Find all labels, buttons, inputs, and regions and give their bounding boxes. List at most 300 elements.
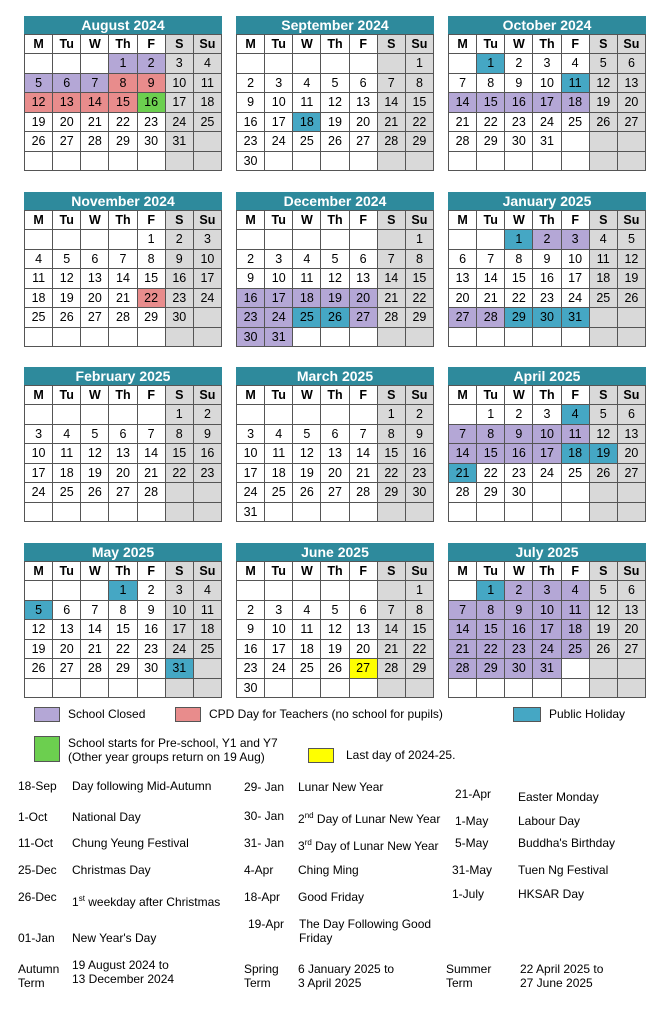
holiday-name: Tuen Ng Festival bbox=[518, 863, 609, 877]
day-cell: 2 bbox=[505, 581, 533, 601]
day-cell: 15 bbox=[477, 93, 505, 113]
holiday-name-part: Day of Lunar New Year bbox=[313, 812, 441, 826]
day-cell: 12 bbox=[590, 74, 618, 94]
day-cell: 17 bbox=[533, 620, 561, 640]
day-cell: 25 bbox=[293, 659, 321, 679]
empty-cell bbox=[265, 152, 293, 172]
empty-cell bbox=[109, 405, 137, 425]
day-cell: 31 bbox=[166, 659, 194, 679]
day-cell: 7 bbox=[449, 74, 477, 94]
day-cell: 27 bbox=[350, 659, 378, 679]
day-cell: 3 bbox=[265, 250, 293, 270]
empty-cell bbox=[449, 230, 477, 250]
day-cell: 26 bbox=[321, 659, 349, 679]
day-cell: 20 bbox=[109, 464, 137, 484]
day-cell: 6 bbox=[618, 405, 646, 425]
empty-cell bbox=[378, 503, 406, 523]
weekday-header: F bbox=[562, 386, 590, 405]
empty-cell bbox=[166, 483, 194, 503]
day-cell: 10 bbox=[265, 620, 293, 640]
weekday-header: Tu bbox=[265, 211, 293, 230]
weekday-header: M bbox=[449, 211, 477, 230]
day-cell: 30 bbox=[505, 483, 533, 503]
day-cell: 17 bbox=[562, 269, 590, 289]
empty-cell bbox=[265, 54, 293, 74]
empty-cell bbox=[590, 679, 618, 699]
month-title: May 2025 bbox=[24, 543, 222, 561]
empty-cell bbox=[350, 54, 378, 74]
day-cell: 8 bbox=[406, 601, 434, 621]
day-cell: 18 bbox=[293, 289, 321, 309]
day-cell: 2 bbox=[166, 230, 194, 250]
day-cell: 15 bbox=[406, 269, 434, 289]
empty-cell bbox=[138, 679, 166, 699]
weekday-header: Th bbox=[109, 211, 137, 230]
weekday-header: S bbox=[590, 562, 618, 581]
day-cell: 28 bbox=[449, 659, 477, 679]
day-cell: 22 bbox=[166, 464, 194, 484]
empty-cell bbox=[293, 230, 321, 250]
legend-closed bbox=[34, 707, 145, 722]
term-label-line: Term bbox=[446, 976, 473, 990]
month-calendar bbox=[448, 367, 646, 522]
day-cell: 3 bbox=[265, 601, 293, 621]
day-cell: 6 bbox=[350, 74, 378, 94]
day-cell: 6 bbox=[449, 250, 477, 270]
day-cell: 12 bbox=[321, 269, 349, 289]
day-cell: 19 bbox=[53, 289, 81, 309]
empty-cell bbox=[449, 328, 477, 348]
day-cell: 30 bbox=[505, 659, 533, 679]
empty-cell bbox=[350, 503, 378, 523]
day-cell: 21 bbox=[81, 640, 109, 660]
empty-cell bbox=[590, 132, 618, 152]
day-cell: 26 bbox=[321, 308, 349, 328]
empty-cell bbox=[25, 503, 53, 523]
day-cell: 10 bbox=[166, 74, 194, 94]
holiday-name-line: Friday bbox=[299, 931, 333, 945]
empty-cell bbox=[477, 152, 505, 172]
day-cell: 5 bbox=[321, 601, 349, 621]
day-cell: 27 bbox=[53, 659, 81, 679]
empty-cell bbox=[321, 54, 349, 74]
day-cell: 2 bbox=[505, 54, 533, 74]
holiday-name: National Day bbox=[72, 810, 141, 824]
legend-cpd bbox=[175, 707, 443, 722]
empty-cell bbox=[166, 679, 194, 699]
day-cell: 14 bbox=[138, 444, 166, 464]
weekday-header: W bbox=[505, 562, 533, 581]
day-cell: 26 bbox=[590, 464, 618, 484]
empty-cell bbox=[237, 405, 265, 425]
day-cell: 1 bbox=[477, 581, 505, 601]
empty-cell bbox=[109, 328, 137, 348]
month-grid bbox=[448, 34, 646, 171]
day-cell: 13 bbox=[350, 269, 378, 289]
cpd-swatch bbox=[175, 707, 201, 722]
empty-cell bbox=[350, 328, 378, 348]
weekday-header: Th bbox=[321, 386, 349, 405]
empty-cell bbox=[449, 54, 477, 74]
day-cell: 10 bbox=[265, 269, 293, 289]
weekday-header: Su bbox=[618, 386, 646, 405]
weekday-header: Tu bbox=[53, 386, 81, 405]
day-cell: 26 bbox=[25, 659, 53, 679]
day-cell: 23 bbox=[237, 132, 265, 152]
day-cell: 15 bbox=[109, 620, 137, 640]
term-range-line: 27 June 2025 bbox=[520, 976, 593, 990]
weekday-header: S bbox=[378, 386, 406, 405]
empty-cell bbox=[25, 328, 53, 348]
holiday-date: 31-May bbox=[452, 863, 493, 877]
day-cell: 25 bbox=[194, 113, 222, 133]
day-cell: 5 bbox=[293, 425, 321, 445]
empty-cell bbox=[293, 405, 321, 425]
term-label bbox=[18, 962, 59, 990]
holiday-name-line: The Day Following Good bbox=[299, 917, 432, 931]
empty-cell bbox=[533, 483, 561, 503]
empty-cell bbox=[53, 679, 81, 699]
day-cell: 23 bbox=[406, 464, 434, 484]
holiday-date: 25-Dec bbox=[18, 863, 57, 877]
term-range-line: 19 August 2024 to bbox=[72, 958, 169, 972]
weekday-header: W bbox=[81, 35, 109, 54]
day-cell: 8 bbox=[109, 601, 137, 621]
empty-cell bbox=[321, 405, 349, 425]
empty-cell bbox=[194, 503, 222, 523]
month-calendar bbox=[24, 192, 222, 347]
weekday-header: Su bbox=[194, 35, 222, 54]
weekday-header: F bbox=[138, 211, 166, 230]
day-cell: 8 bbox=[477, 601, 505, 621]
day-cell: 9 bbox=[237, 269, 265, 289]
day-cell: 29 bbox=[406, 659, 434, 679]
month-title: February 2025 bbox=[24, 367, 222, 385]
day-cell: 21 bbox=[449, 113, 477, 133]
empty-cell bbox=[109, 230, 137, 250]
holiday-date: 01-Jan bbox=[18, 931, 55, 945]
day-cell: 13 bbox=[321, 444, 349, 464]
holiday-name-part: 1 bbox=[72, 895, 79, 909]
day-cell: 23 bbox=[166, 289, 194, 309]
weekday-header: M bbox=[449, 386, 477, 405]
weekday-header: Th bbox=[321, 562, 349, 581]
empty-cell bbox=[321, 230, 349, 250]
weekday-header: M bbox=[237, 35, 265, 54]
day-cell: 5 bbox=[321, 74, 349, 94]
day-cell: 8 bbox=[406, 250, 434, 270]
empty-cell bbox=[590, 152, 618, 172]
last-swatch bbox=[308, 748, 334, 763]
weekday-header: M bbox=[449, 35, 477, 54]
day-cell: 27 bbox=[618, 640, 646, 660]
day-cell: 30 bbox=[237, 679, 265, 699]
day-cell: 12 bbox=[25, 93, 53, 113]
weekday-header: M bbox=[25, 386, 53, 405]
day-cell: 6 bbox=[618, 581, 646, 601]
day-cell: 18 bbox=[25, 289, 53, 309]
empty-cell bbox=[194, 328, 222, 348]
day-cell: 20 bbox=[53, 113, 81, 133]
day-cell: 8 bbox=[166, 425, 194, 445]
day-cell: 13 bbox=[53, 620, 81, 640]
empty-cell bbox=[562, 132, 590, 152]
day-cell: 4 bbox=[194, 581, 222, 601]
weekday-header: Tu bbox=[477, 562, 505, 581]
day-cell: 20 bbox=[321, 464, 349, 484]
empty-cell bbox=[562, 659, 590, 679]
empty-cell bbox=[81, 328, 109, 348]
day-cell: 25 bbox=[265, 483, 293, 503]
weekday-header: M bbox=[25, 211, 53, 230]
day-cell: 8 bbox=[505, 250, 533, 270]
month-calendar bbox=[448, 16, 646, 171]
empty-cell bbox=[138, 503, 166, 523]
day-cell: 17 bbox=[265, 113, 293, 133]
day-cell: 15 bbox=[138, 269, 166, 289]
day-cell: 29 bbox=[138, 308, 166, 328]
holiday-date: 31- Jan bbox=[244, 836, 285, 850]
day-cell: 17 bbox=[237, 464, 265, 484]
day-cell: 14 bbox=[449, 620, 477, 640]
weekday-header: W bbox=[81, 211, 109, 230]
day-cell: 15 bbox=[406, 93, 434, 113]
empty-cell bbox=[618, 132, 646, 152]
weekday-header: M bbox=[237, 386, 265, 405]
day-cell: 19 bbox=[25, 640, 53, 660]
empty-cell bbox=[53, 503, 81, 523]
term-range bbox=[298, 962, 394, 990]
day-cell: 4 bbox=[53, 425, 81, 445]
day-cell: 22 bbox=[406, 289, 434, 309]
day-cell: 18 bbox=[590, 269, 618, 289]
empty-cell bbox=[505, 503, 533, 523]
day-cell: 25 bbox=[293, 308, 321, 328]
day-cell: 9 bbox=[237, 93, 265, 113]
day-cell: 7 bbox=[449, 425, 477, 445]
empty-cell bbox=[477, 230, 505, 250]
empty-cell bbox=[378, 230, 406, 250]
day-cell: 23 bbox=[533, 289, 561, 309]
month-grid bbox=[24, 210, 222, 347]
holiday-name-part: Day of Lunar New Year bbox=[311, 839, 439, 853]
day-cell: 8 bbox=[477, 74, 505, 94]
day-cell: 5 bbox=[590, 54, 618, 74]
day-cell: 18 bbox=[194, 93, 222, 113]
day-cell: 9 bbox=[138, 74, 166, 94]
weekday-header: W bbox=[293, 562, 321, 581]
empty-cell bbox=[25, 230, 53, 250]
weekday-header: M bbox=[25, 562, 53, 581]
day-cell: 25 bbox=[562, 464, 590, 484]
empty-cell bbox=[138, 152, 166, 172]
month-title: September 2024 bbox=[236, 16, 434, 34]
day-cell: 14 bbox=[449, 93, 477, 113]
day-cell: 8 bbox=[138, 250, 166, 270]
day-cell: 17 bbox=[265, 640, 293, 660]
term-range-line: 3 April 2025 bbox=[298, 976, 362, 990]
empty-cell bbox=[53, 328, 81, 348]
weekday-header: Th bbox=[533, 211, 561, 230]
day-cell: 28 bbox=[109, 308, 137, 328]
weekday-header: S bbox=[590, 35, 618, 54]
holiday-name: Labour Day bbox=[518, 814, 581, 828]
day-cell: 23 bbox=[237, 659, 265, 679]
empty-cell bbox=[533, 328, 561, 348]
holiday-name-part: weekday after Christmas bbox=[84, 895, 221, 909]
day-cell: 6 bbox=[53, 601, 81, 621]
empty-cell bbox=[590, 308, 618, 328]
empty-cell bbox=[53, 230, 81, 250]
term-range-line: 13 December 2024 bbox=[72, 972, 175, 986]
day-cell: 22 bbox=[477, 113, 505, 133]
day-cell: 22 bbox=[505, 289, 533, 309]
day-cell: 23 bbox=[138, 113, 166, 133]
empty-cell bbox=[562, 483, 590, 503]
day-cell: 3 bbox=[237, 425, 265, 445]
empty-cell bbox=[25, 152, 53, 172]
day-cell: 20 bbox=[350, 640, 378, 660]
empty-cell bbox=[321, 503, 349, 523]
empty-cell bbox=[237, 581, 265, 601]
month-grid bbox=[236, 210, 434, 347]
day-cell: 2 bbox=[237, 601, 265, 621]
weekday-header: Su bbox=[618, 562, 646, 581]
empty-cell bbox=[449, 405, 477, 425]
legend-closed-label: School Closed bbox=[68, 707, 146, 721]
day-cell: 27 bbox=[618, 113, 646, 133]
month-calendar bbox=[24, 367, 222, 522]
holiday-name bbox=[299, 917, 431, 945]
holiday-date: 30- Jan bbox=[244, 809, 285, 823]
empty-cell bbox=[562, 328, 590, 348]
day-cell: 31 bbox=[562, 308, 590, 328]
day-cell: 26 bbox=[25, 132, 53, 152]
day-cell: 22 bbox=[477, 640, 505, 660]
day-cell: 17 bbox=[533, 93, 561, 113]
empty-cell bbox=[378, 152, 406, 172]
day-cell: 26 bbox=[53, 308, 81, 328]
legend-ph bbox=[513, 707, 625, 722]
day-cell: 19 bbox=[618, 269, 646, 289]
weekday-header: Su bbox=[618, 211, 646, 230]
day-cell: 9 bbox=[138, 601, 166, 621]
day-cell: 27 bbox=[350, 132, 378, 152]
empty-cell bbox=[53, 405, 81, 425]
term-label-line: Autumn bbox=[18, 962, 60, 976]
empty-cell bbox=[350, 581, 378, 601]
empty-cell bbox=[25, 54, 53, 74]
weekday-header: Su bbox=[194, 562, 222, 581]
empty-cell bbox=[618, 483, 646, 503]
empty-cell bbox=[406, 152, 434, 172]
weekday-header: Tu bbox=[265, 562, 293, 581]
day-cell: 23 bbox=[237, 308, 265, 328]
weekday-header: Th bbox=[533, 562, 561, 581]
day-cell: 2 bbox=[194, 405, 222, 425]
legend-last-label: Last day of 2024-25. bbox=[346, 748, 456, 762]
day-cell: 13 bbox=[618, 601, 646, 621]
empty-cell bbox=[618, 679, 646, 699]
holiday-name: Day following Mid-Autumn bbox=[72, 779, 212, 793]
weekday-header: Th bbox=[109, 386, 137, 405]
day-cell: 28 bbox=[378, 132, 406, 152]
day-cell: 9 bbox=[505, 425, 533, 445]
day-cell: 13 bbox=[350, 620, 378, 640]
day-cell: 7 bbox=[449, 601, 477, 621]
day-cell: 28 bbox=[81, 132, 109, 152]
day-cell: 15 bbox=[477, 444, 505, 464]
term-range bbox=[72, 958, 174, 986]
day-cell: 2 bbox=[505, 405, 533, 425]
holiday-date: 26-Dec bbox=[18, 890, 57, 904]
day-cell: 11 bbox=[25, 269, 53, 289]
empty-cell bbox=[109, 503, 137, 523]
day-cell: 7 bbox=[378, 74, 406, 94]
day-cell: 29 bbox=[378, 483, 406, 503]
day-cell: 3 bbox=[265, 74, 293, 94]
empty-cell bbox=[81, 581, 109, 601]
day-cell: 1 bbox=[138, 230, 166, 250]
day-cell: 19 bbox=[590, 620, 618, 640]
empty-cell bbox=[293, 503, 321, 523]
legend-start bbox=[34, 736, 278, 764]
holiday-date: 11-Oct bbox=[18, 836, 54, 850]
day-cell: 22 bbox=[109, 640, 137, 660]
empty-cell bbox=[265, 679, 293, 699]
day-cell: 12 bbox=[590, 425, 618, 445]
day-cell: 28 bbox=[378, 659, 406, 679]
day-cell: 25 bbox=[590, 289, 618, 309]
day-cell: 11 bbox=[562, 601, 590, 621]
weekday-header: W bbox=[505, 35, 533, 54]
empty-cell bbox=[109, 152, 137, 172]
day-cell: 28 bbox=[81, 659, 109, 679]
day-cell: 1 bbox=[406, 581, 434, 601]
day-cell: 5 bbox=[53, 250, 81, 270]
day-cell: 25 bbox=[293, 132, 321, 152]
day-cell: 14 bbox=[81, 93, 109, 113]
empty-cell bbox=[25, 405, 53, 425]
day-cell: 18 bbox=[562, 444, 590, 464]
empty-cell bbox=[618, 503, 646, 523]
day-cell: 9 bbox=[237, 620, 265, 640]
month-calendar bbox=[236, 543, 434, 698]
weekday-header: W bbox=[81, 562, 109, 581]
empty-cell bbox=[378, 581, 406, 601]
day-cell: 10 bbox=[533, 425, 561, 445]
day-cell: 11 bbox=[293, 269, 321, 289]
day-cell: 14 bbox=[378, 269, 406, 289]
holiday-date: 18-Apr bbox=[244, 890, 281, 904]
empty-cell bbox=[194, 132, 222, 152]
day-cell: 24 bbox=[166, 640, 194, 660]
weekday-header: S bbox=[166, 211, 194, 230]
empty-cell bbox=[53, 54, 81, 74]
day-cell: 7 bbox=[138, 425, 166, 445]
day-cell: 20 bbox=[618, 93, 646, 113]
day-cell: 22 bbox=[406, 113, 434, 133]
day-cell: 8 bbox=[109, 74, 137, 94]
holiday-name-sup: st bbox=[78, 894, 85, 903]
weekday-header: Tu bbox=[477, 35, 505, 54]
weekday-header: Tu bbox=[477, 211, 505, 230]
day-cell: 29 bbox=[505, 308, 533, 328]
legend-last bbox=[308, 748, 455, 763]
weekday-header: Tu bbox=[53, 562, 81, 581]
weekday-header: S bbox=[590, 211, 618, 230]
empty-cell bbox=[406, 679, 434, 699]
